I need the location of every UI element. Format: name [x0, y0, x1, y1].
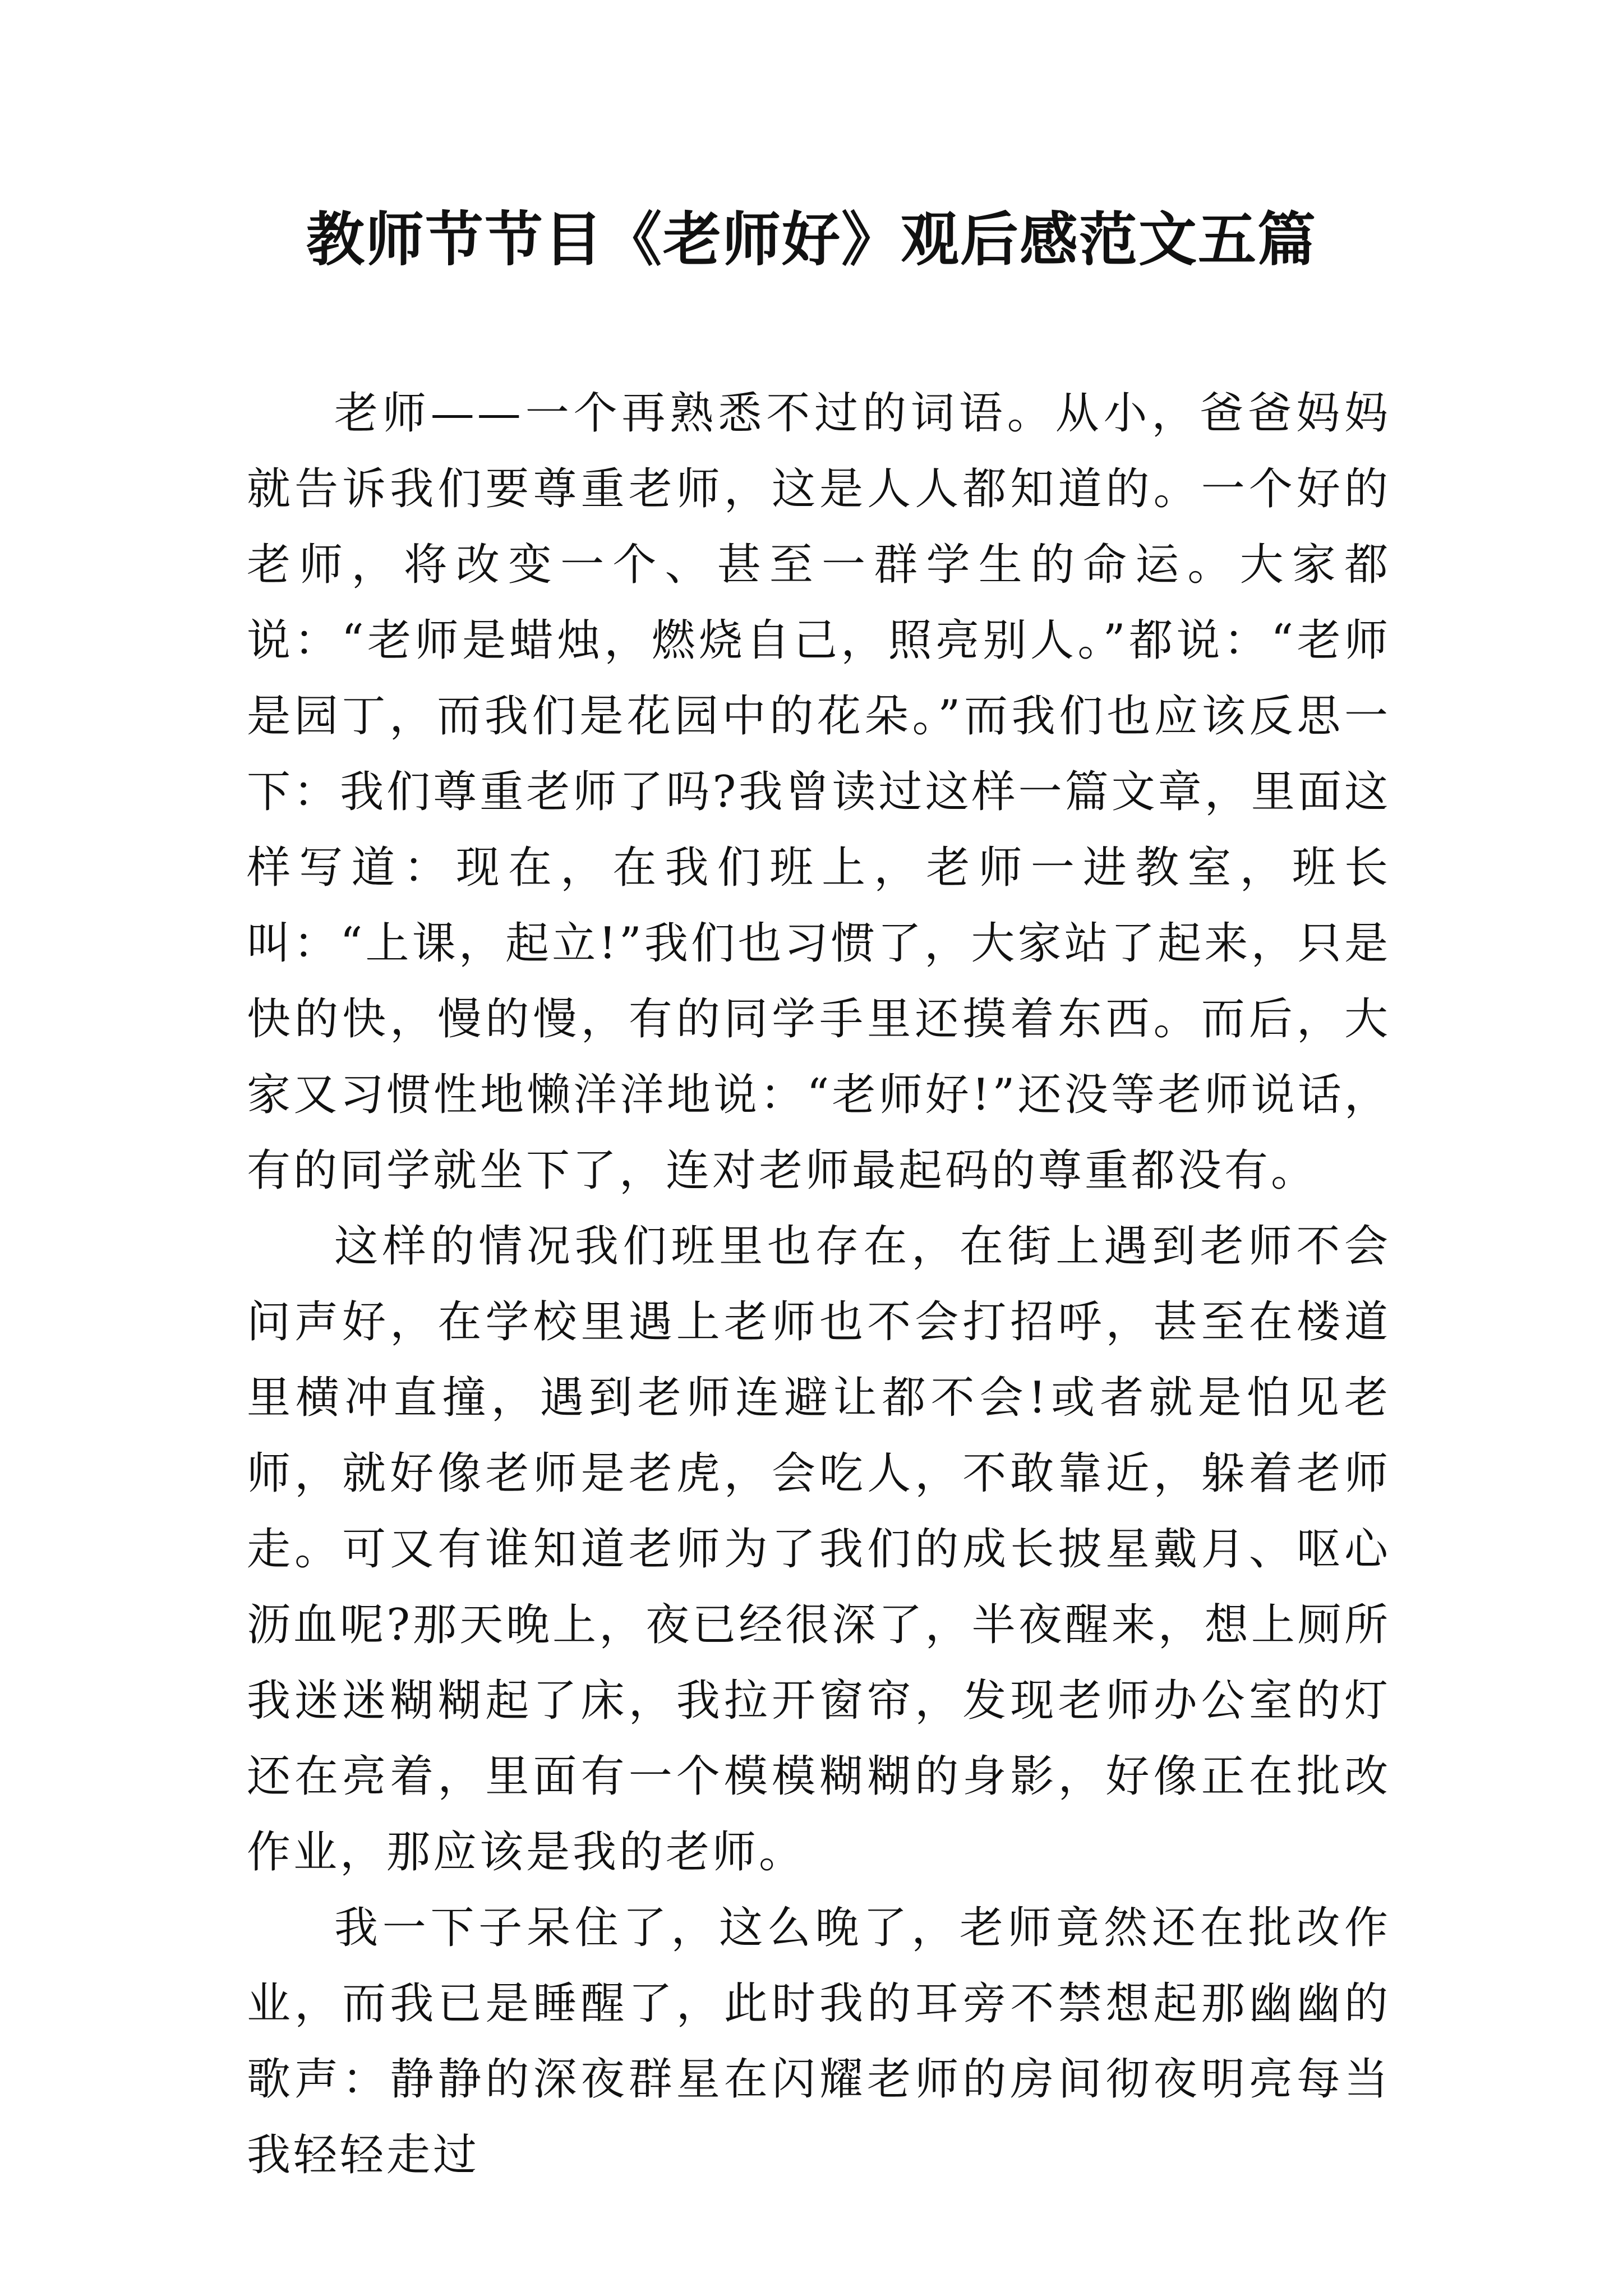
paragraph-2: 这样的情况我们班里也存在，在街上遇到老师不会问声好，在学校里遇上老师也不会打招呼，甚至在楼道里横冲直撞，遇到老师连避让都不会!或者就是怕见老师，就好像老师是老虎，会吃人，不敢靠近，躲着老师走。可又有谁知道老师为了我们的成长披星戴月、呕心沥血呢?那天晚上，夜已经很深了，半夜醒来，想上厕所我迷迷糊糊起了床，我拉开窗帘，发现老师办公室的灯还在亮着，里面有一个模模糊糊的身影，好像正在批改作业，那应该是我的老师。 [247, 1221, 1391, 1878]
document-body [247, 376, 1391, 2193]
paragraph-1: 老师——一个再熟悉不过的词语。从小，爸爸妈妈就告诉我们要尊重老师，这是人人都知道的。一个好的老师，将改变一个、甚至一群学生的命运。大家都说：“老师是蜡烛，燃烧自己，照亮别人。”都说：“老师是园丁，而我们是花园中的花朵。”而我们也应该反思一下：我们尊重老师了吗?我曾读过这样一篇文章，里面这样写道：现在，在我们班上，老师一进教室，班长叫：“上课，起立!”我们也习惯了，大家站了起来，只是快的快，慢的慢，有的同学手里还摸着东西。而后，大家又习惯性地懒洋洋地说：“老师好!”还没等老师说话，有的同学就坐下了，连对老师最起码的尊重都没有。 [247, 388, 1391, 1196]
paragraph-3: 我一下子呆住了，这么晚了，老师竟然还在批改作业，而我已是睡醒了，此时我的耳旁不禁想起那幽幽的歌声：静静的深夜群星在闪耀老师的房间彻夜明亮每当我轻轻走过 [247, 1903, 1391, 2180]
document-title: 教师节节目《老师好》观后感范文五篇 [306, 205, 1317, 274]
